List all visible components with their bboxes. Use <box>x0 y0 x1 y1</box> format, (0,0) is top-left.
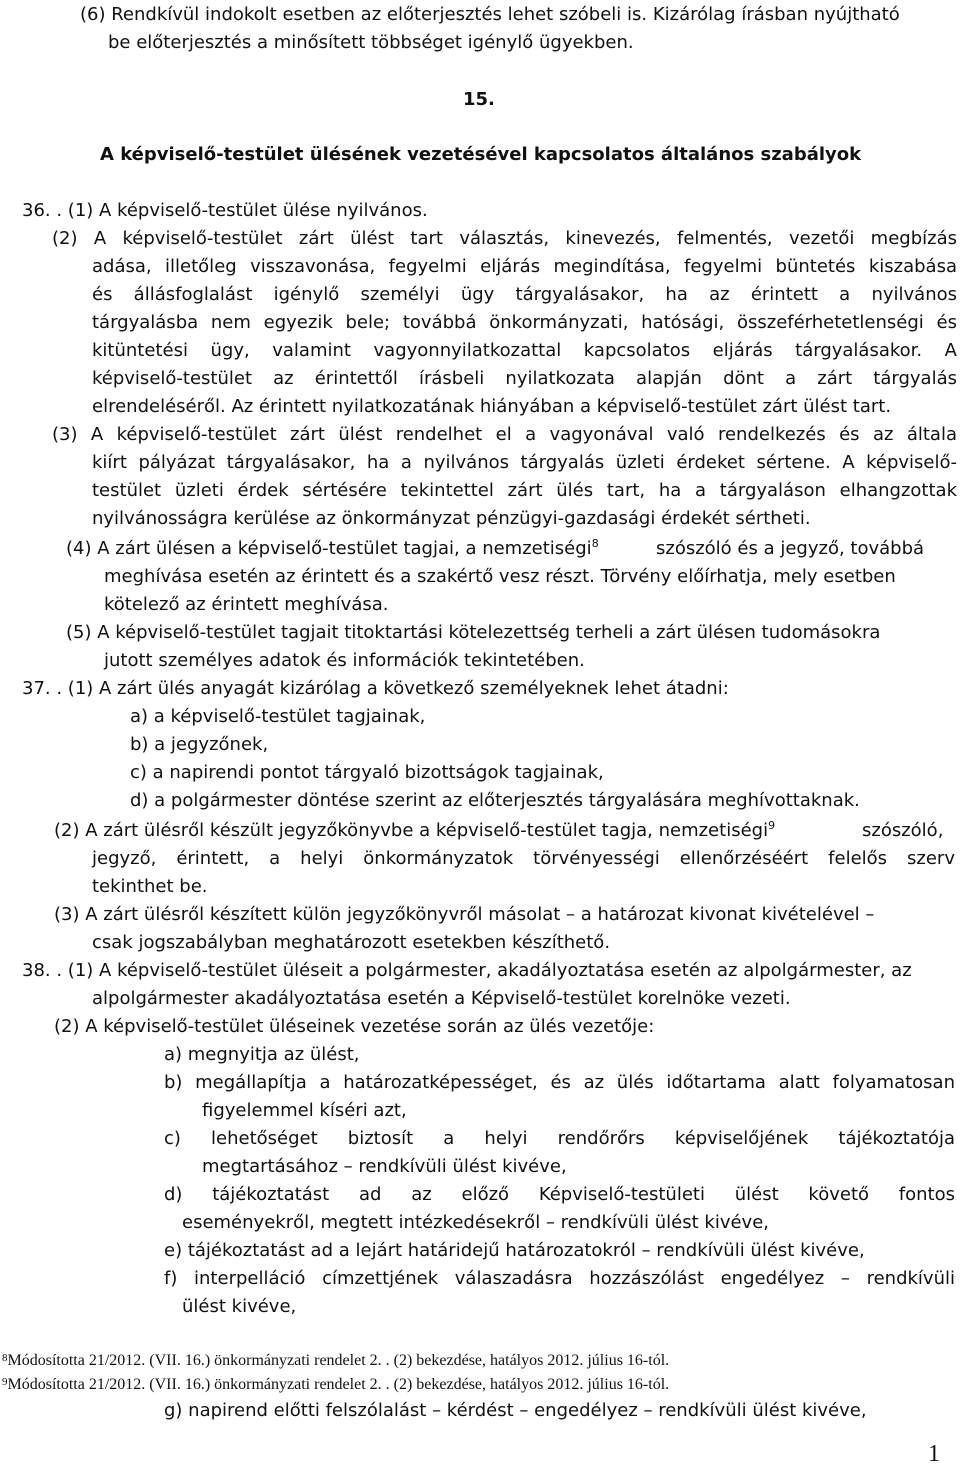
text-line: kitüntetési ügy, valamint vagyonnyilatkozattal kapcsolatos eljárás tárgyalásakor. A <box>92 340 957 361</box>
text-line: (2) A képviselő-testület üléseinek vezetése során az ülés vezetője: <box>54 1016 655 1037</box>
text-line: 36. . (1) A képviselő-testület ülése nyilvános. <box>22 200 428 221</box>
text-line: (3) A zárt ülésről készített külön jegyzőkönyvről másolat – a határozat kivonat kivételével – <box>54 904 875 925</box>
footnote-ref: 8 <box>591 537 599 550</box>
text-segment: (2) A zárt ülésről készült jegyzőkönyvbe a képviselő-testület tagja, nemzetiségi <box>54 820 769 841</box>
list-item: g) napirend előtti felszólalást – kérdést – engedélyez – rendkívüli ülést kivéve, <box>164 1400 867 1421</box>
text-line: kiírt pályázat tárgyalásakor, ha a nyilvános tárgyalás üzleti érdeket sértene. A képviselő- <box>92 452 957 473</box>
text-line: képviselő-testület az érintettől írásbeli nyilatkozata alapján dönt a zárt tárgyalás <box>92 368 957 389</box>
text-line: 38. . (1) A képviselő-testület üléseit a polgármester, akadályoztatása esetén az alpolgármester, az <box>22 960 912 981</box>
text-line: csak jogszabályban meghatározott esetekben készíthető. <box>92 932 611 953</box>
text-line: meghívása esetén az érintett és a szakértő vesz részt. Törvény előírhatja, mely esetben <box>104 566 896 587</box>
section-number: 15. <box>463 89 495 110</box>
list-item: megtartásához – rendkívüli ülést kivéve, <box>202 1156 567 1177</box>
text-line: tekinthet be. <box>92 876 208 897</box>
text-line: nyilvánosságra kerülése az önkormányzat pénzügyi-gazdasági érdekét sértheti. <box>92 508 811 529</box>
text-line: (2) A képviselő-testület zárt ülést tart választás, kinevezés, felmentés, vezetői megbízás <box>52 228 957 249</box>
list-item: b) a jegyzőnek, <box>130 734 269 755</box>
list-item: b) megállapítja a határozatképességet, és az ülés időtartama alatt folyamatosan <box>164 1072 955 1093</box>
footnote-ref: 9 <box>768 819 776 832</box>
text-line: és állásfoglalást igénylő személyi ügy tárgyalásakor, ha az érintett a nyilvános <box>92 284 957 305</box>
footnote <box>2 1375 669 1395</box>
list-item: c) a napirendi pontot tárgyaló bizottságok tagjainak, <box>130 762 604 783</box>
text-line: elrendeléséről. Az érintett nyilatkozatának hiányában a képviselő-testület zárt ülést tart. <box>92 396 892 417</box>
list-item: eseményekről, megtett intézkedésekről – rendkívüli ülést kivéve, <box>182 1212 769 1233</box>
list-item: c) lehetőséget biztosít a helyi rendőrőrs képviselőjének tájékoztatója <box>164 1128 955 1149</box>
text-line: (5) A képviselő-testület tagjait titoktartási kötelezettség terheli a zárt ülésen tudomásokra <box>66 622 881 643</box>
text-line: be előterjesztés a minősített többséget igénylő ügyekben. <box>108 32 634 53</box>
list-item: figyelemmel kíséri azt, <box>202 1100 407 1121</box>
text-line <box>66 538 599 560</box>
text-segment: szószóló, <box>862 820 944 841</box>
list-item: d) tájékoztatást ad az előző Képviselő-testületi ülést követő fontos <box>164 1184 955 1205</box>
list-item: e) tájékoztatást ad a lejárt határidejű határozatokról – rendkívüli ülést kivéve, <box>164 1240 865 1261</box>
list-item: a) a képviselő-testület tagjainak, <box>130 706 426 727</box>
page-number: 1 <box>928 1441 940 1467</box>
text-segment: szószóló és a jegyző, továbbá <box>656 538 925 559</box>
footnote-number: 8 <box>2 1352 8 1364</box>
text-line: tárgyalásba nem egyezik bele; továbbá önkormányzati, hatósági, összeférhetetlenségi és <box>92 312 957 333</box>
footnote-number: 9 <box>2 1376 8 1388</box>
text-line: testület üzleti érdek sértésére tekintettel zárt ülés tart, ha a tárgyaláson elhangzottak <box>92 480 957 501</box>
text-line: adása, illetőleg visszavonása, fegyelmi eljárás megindítása, fegyelmi büntetés kiszabása <box>92 256 957 277</box>
text-segment: (4) A zárt ülésen a képviselő-testület tagjai, a nemzetiségi <box>66 538 592 559</box>
text-line <box>54 820 775 842</box>
list-item: d) a polgármester döntése szerint az előterjesztés tárgyalására meghívottaknak. <box>130 790 860 811</box>
text-line: 37. . (1) A zárt ülés anyagát kizárólag a következő személyeknek lehet átadni: <box>22 678 729 699</box>
footnote-text: Módosította 21/2012. (VII. 16.) önkormányzati rendelet 2. . (2) bekezdése, hatályos 2012. július 16-tól. <box>7 1352 670 1369</box>
text-line: (6) Rendkívül indokolt esetben az előterjesztés lehet szóbeli is. Kizárólag írásban nyújtható <box>80 4 900 25</box>
text-line: jegyző, érintett, a helyi önkormányzatok törvényességi ellenőrzéséért felelős szerv <box>92 848 955 869</box>
text-line: jutott személyes adatok és információk tekintetében. <box>104 650 585 671</box>
footnote <box>2 1351 669 1371</box>
list-item: f) interpelláció címzettjének válaszadásra hozzászólást engedélyez – rendkívüli <box>164 1268 955 1289</box>
section-title: A képviselő-testület ülésének vezetésével kapcsolatos általános szabályok <box>100 144 862 165</box>
list-item: a) megnyitja az ülést, <box>164 1044 360 1065</box>
text-line: (3) A képviselő-testület zárt ülést rendelhet el a vagyonával való rendelkezés és az általa <box>52 424 957 445</box>
list-item: ülést kivéve, <box>182 1296 297 1317</box>
text-line: kötelező az érintett meghívása. <box>104 594 389 615</box>
text-line: alpolgármester akadályoztatása esetén a Képviselő-testület korelnöke vezeti. <box>92 988 791 1009</box>
footnote-text: Módosította 21/2012. (VII. 16.) önkormányzati rendelet 2. . (2) bekezdése, hatályos 2012. július 16-tól. <box>7 1376 670 1393</box>
